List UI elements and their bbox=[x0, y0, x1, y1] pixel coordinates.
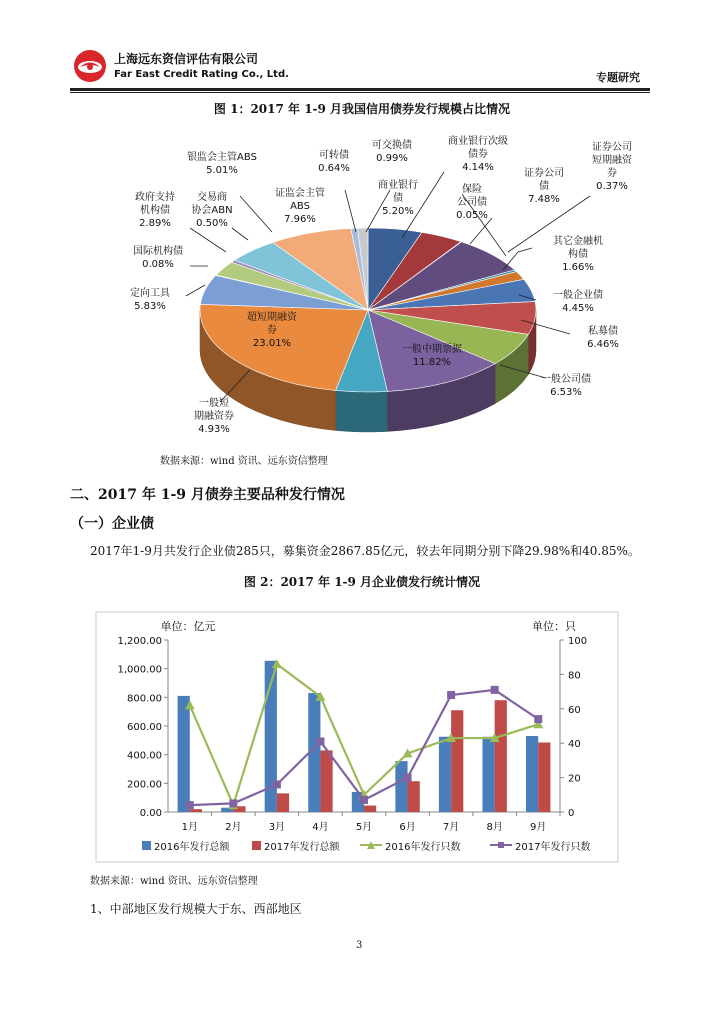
pie-label-11: 超短期融资券 23.01% bbox=[247, 312, 297, 349]
x-tick-label: 1月 bbox=[181, 822, 198, 833]
bar bbox=[277, 793, 289, 812]
pie-label-8: 一般公司债 6.53% bbox=[541, 374, 591, 398]
bar bbox=[526, 736, 538, 812]
pie-label-5: 其它金融机构债 1.66% bbox=[553, 236, 603, 273]
section-tag: 专题研究 bbox=[596, 71, 640, 84]
section-heading: 二、2017 年 1-9 月债券主要品种发行情况 bbox=[70, 487, 345, 503]
point bbox=[186, 801, 194, 809]
subsection-heading: （一）企业债 bbox=[70, 516, 154, 532]
x-tick-label: 9月 bbox=[530, 822, 547, 833]
pie-side-10 bbox=[336, 390, 388, 432]
legend-marker bbox=[498, 842, 504, 848]
x-tick-label: 8月 bbox=[486, 822, 503, 833]
legend-label: 2017年发行总额 bbox=[264, 842, 340, 853]
pie-top bbox=[200, 228, 536, 392]
pie-label-9: 一般中期票据 11.82% bbox=[402, 344, 462, 368]
pie-leader-8 bbox=[190, 228, 226, 252]
point bbox=[360, 796, 368, 804]
right-tick-label: 100 bbox=[568, 636, 588, 647]
legend-label: 2017年发行只数 bbox=[515, 842, 591, 853]
point bbox=[273, 780, 281, 788]
right-tick-label: 20 bbox=[568, 773, 581, 785]
figure1-source: 数据来源：wind 资讯、远东资信整理 bbox=[160, 456, 328, 467]
pie-label-16: 银监会主管ABS 5.01% bbox=[187, 152, 257, 176]
pie-label-6: 一般企业债 4.45% bbox=[553, 290, 603, 314]
bar bbox=[495, 700, 507, 812]
bar bbox=[408, 781, 420, 812]
point bbox=[404, 774, 412, 782]
bar bbox=[364, 806, 376, 812]
figure1-title: 图 1：2017 年 1-9 月我国信用债券发行规模占比情况 bbox=[213, 102, 511, 116]
pie-label-1: 商业银行次级债券 4.14% bbox=[448, 136, 508, 173]
legend-label: 2016年发行只数 bbox=[385, 842, 461, 853]
pie-label-14: 政府支持机构债 2.89% bbox=[135, 192, 175, 229]
bar-line-chart bbox=[0, 608, 724, 868]
pie-label-12: 定向工具 5.83% bbox=[130, 288, 170, 312]
legend-label: 2016年发行总额 bbox=[154, 842, 230, 853]
pie-leader-9 bbox=[232, 228, 248, 240]
series-0 bbox=[178, 661, 539, 812]
legend-swatch bbox=[252, 841, 261, 850]
left-tick-label: 200.00 bbox=[127, 779, 162, 791]
pie-label-13: 国际机构债 0.08% bbox=[133, 246, 183, 270]
left-tick-label: 800.00 bbox=[127, 693, 162, 705]
left-tick-label: 600.00 bbox=[127, 722, 162, 733]
company-name-cn: 上海远东资信评估有限公司 bbox=[114, 52, 259, 66]
pie-label-15: 交易商协会ABN 0.50% bbox=[191, 192, 233, 229]
pie-label-7: 私募债 6.46% bbox=[587, 326, 619, 350]
series-1 bbox=[190, 700, 551, 812]
left-unit: 单位：亿元 bbox=[160, 620, 216, 633]
left-tick-label: 1,000.00 bbox=[117, 664, 162, 676]
bar bbox=[451, 710, 463, 812]
pie-label-10: 一般短期融资券 4.93% bbox=[194, 398, 234, 435]
company-logo bbox=[72, 48, 108, 84]
point bbox=[316, 737, 324, 745]
figure2-title: 图 2：2017 年 1-9 月企业债发行统计情况 bbox=[243, 575, 481, 589]
x-tick-label: 6月 bbox=[399, 822, 416, 833]
pie-chart bbox=[0, 120, 724, 470]
pie-label-4: 证券公司短期融资券 0.37% bbox=[592, 142, 632, 192]
x-tick-label: 7月 bbox=[442, 822, 460, 833]
point bbox=[491, 686, 499, 694]
left-tick-label: 1,200.00 bbox=[117, 636, 162, 647]
left-tick-label: 0.00 bbox=[139, 808, 162, 819]
figure2-source: 数据来源：wind 资讯、远东资信整理 bbox=[90, 876, 258, 887]
header-rule bbox=[70, 88, 650, 91]
company-name-en: Far East Credit Rating Co., Ltd. bbox=[114, 69, 289, 80]
pie-leader-10 bbox=[240, 196, 272, 232]
bar bbox=[178, 696, 190, 812]
pie-label-17: 证监会主管 ABS 7.96% bbox=[275, 188, 325, 225]
bar bbox=[190, 809, 202, 812]
point bbox=[534, 715, 542, 723]
bar bbox=[320, 750, 332, 812]
legend bbox=[142, 840, 590, 853]
right-tick-label: 0 bbox=[568, 808, 575, 819]
legend-swatch bbox=[142, 841, 151, 850]
right-tick-label: 60 bbox=[568, 704, 581, 716]
paragraph: 2017年1-9月共发行企业债285只，募集资金2867.85亿元，较去年同期分别下降29.98%和40.85%。 bbox=[90, 544, 640, 558]
point bbox=[447, 691, 455, 699]
point-heading: 1、中部地区发行规模大于东、西部地区 bbox=[90, 902, 302, 916]
right-unit: 单位：只 bbox=[532, 620, 576, 633]
right-tick-label: 40 bbox=[568, 739, 581, 751]
x-tick-label: 4月 bbox=[312, 822, 329, 833]
right-tick-label: 80 bbox=[568, 670, 581, 682]
point bbox=[229, 799, 237, 807]
pie-label-3: 证券公司债 7.48% bbox=[524, 168, 564, 205]
left-tick-label: 400.00 bbox=[127, 750, 162, 762]
x-tick-label: 2月 bbox=[225, 822, 242, 833]
x-tick-label: 3月 bbox=[268, 822, 286, 833]
bar bbox=[439, 737, 451, 812]
pie-leader-6 bbox=[186, 285, 205, 296]
bar bbox=[482, 737, 494, 812]
x-tick-label: 5月 bbox=[355, 822, 373, 833]
page-number: 3 bbox=[356, 940, 363, 951]
bar bbox=[395, 761, 407, 812]
pie-label-19: 可交换债 0.99% bbox=[372, 140, 412, 164]
pie-label-0: 商业银行债 5.20% bbox=[378, 180, 418, 217]
pie-leader-11 bbox=[345, 190, 356, 232]
bar bbox=[538, 742, 550, 812]
pie-label-2: 保险公司债 0.05% bbox=[456, 184, 488, 221]
pie-label-18: 可转债 0.64% bbox=[318, 150, 350, 174]
header-rule-thin bbox=[70, 92, 650, 93]
